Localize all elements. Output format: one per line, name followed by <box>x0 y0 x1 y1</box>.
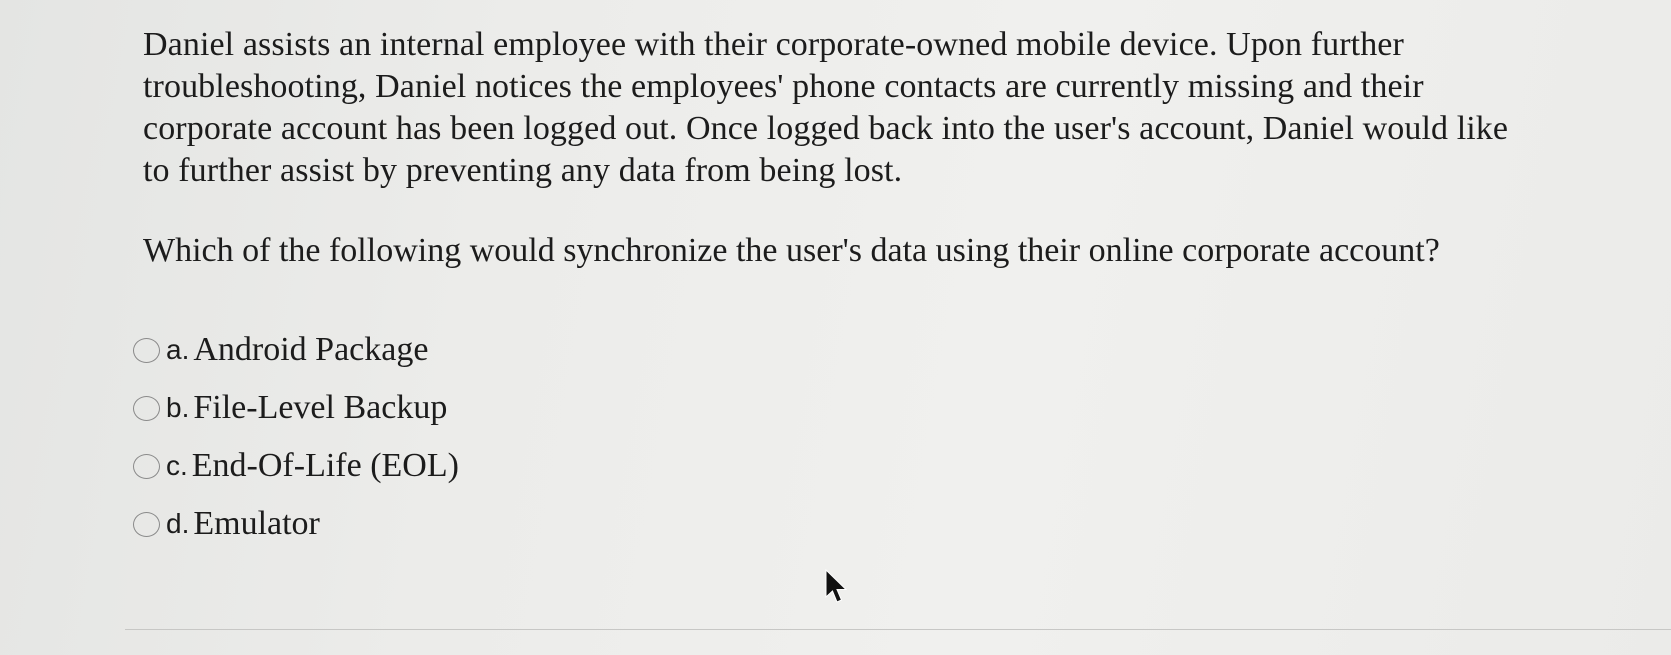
option-letter: d. <box>166 508 190 539</box>
option-label[interactable]: Android Package <box>193 331 429 368</box>
question-scenario <box>143 24 1643 192</box>
option-a[interactable] <box>133 321 459 379</box>
option-letter: b. <box>166 392 190 423</box>
divider <box>125 629 1671 630</box>
radio-unselected-icon[interactable] <box>133 454 160 479</box>
option-d[interactable] <box>133 495 459 553</box>
mouse-pointer-icon <box>824 569 850 605</box>
option-c[interactable] <box>133 437 459 495</box>
scenario-line-4: to further assist by preventing any data from being lost. <box>143 152 903 189</box>
scenario-line-2: troubleshooting, Daniel notices the employees' phone contacts are currently missing and their <box>143 68 1424 105</box>
radio-unselected-icon[interactable] <box>133 396 160 421</box>
option-label[interactable]: File-Level Backup <box>193 389 448 426</box>
answer-options <box>133 321 459 553</box>
scenario-line-3: corporate account has been logged out. Once logged back into the user's account, Daniel would like <box>143 110 1509 147</box>
question-block <box>143 24 1643 272</box>
option-letter: c. <box>166 450 188 481</box>
option-label[interactable]: Emulator <box>193 505 320 542</box>
radio-unselected-icon[interactable] <box>133 338 160 363</box>
scenario-line-1: Daniel assists an internal employee with their corporate-owned mobile device. Upon further <box>143 26 1404 63</box>
question-prompt: Which of the following would synchronize the user's data using their online corporate account? <box>143 232 1440 269</box>
option-label[interactable]: End-Of-Life (EOL) <box>191 447 459 484</box>
option-b[interactable] <box>133 379 459 437</box>
option-letter: a. <box>166 334 190 365</box>
radio-unselected-icon[interactable] <box>133 512 160 537</box>
